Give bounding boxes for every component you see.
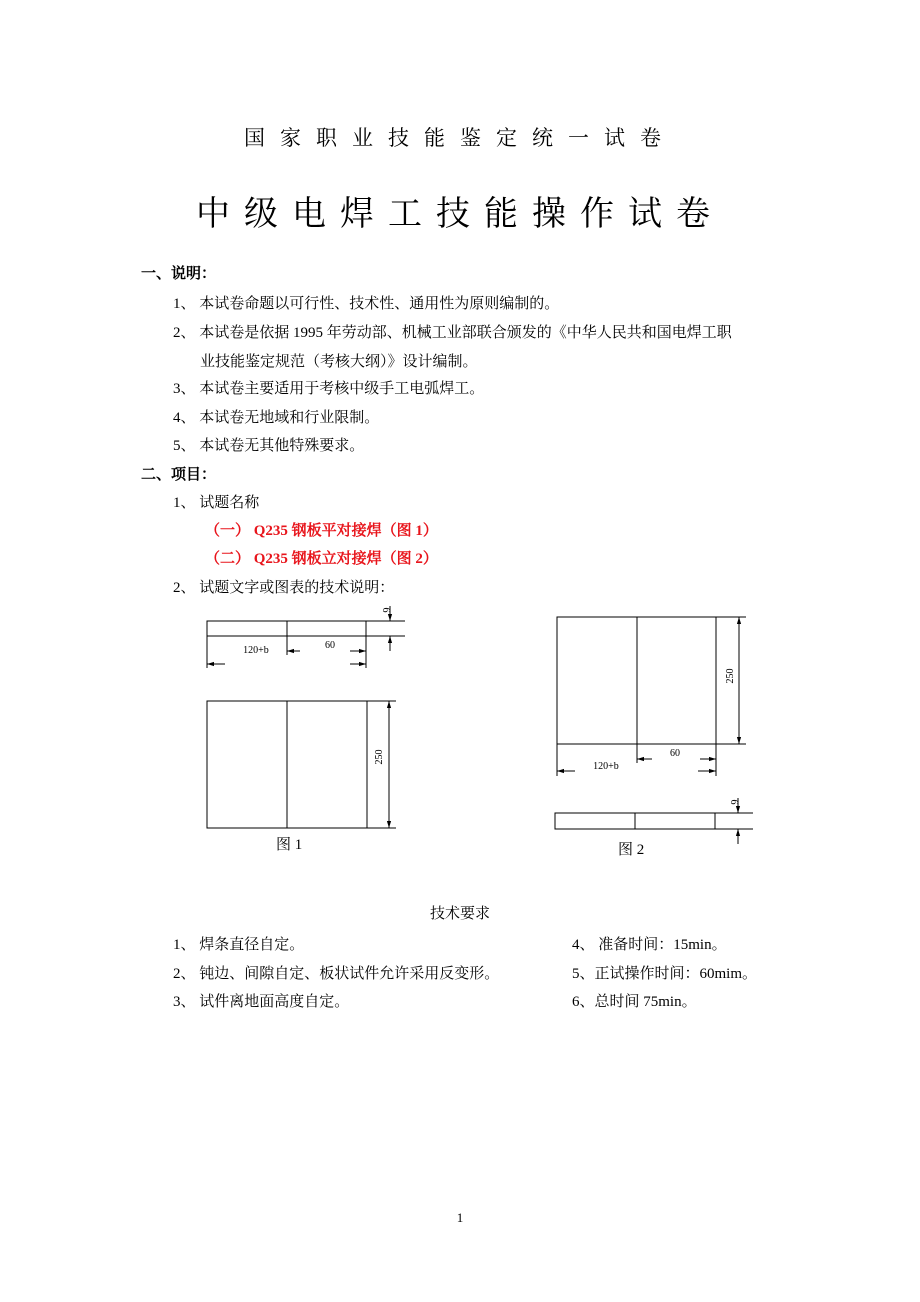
requirement-item: 6、总时间 75min。: [572, 994, 697, 1010]
fig2-caption: 图 2: [618, 842, 645, 858]
section1-item: 业技能鉴定规范（考核大纲）》设计编制。: [200, 354, 478, 370]
fig2-dim-total: 120+b: [593, 761, 619, 772]
test-item-flat-butt: （一） Q235 钢板平对接焊（图 1）: [205, 523, 438, 539]
section2-item-tech: 2、 试题文字或图表的技术说明：: [173, 580, 395, 596]
exam-subtitle: 国家职业技能鉴定统一试卷: [244, 126, 676, 150]
requirement-item: 5、正试操作时间：60mim。: [572, 966, 758, 982]
section1-item: 1、 本试卷命题以可行性、技术性、通用性为原则编制的。: [173, 296, 560, 312]
test-item-vertical-butt: （二） Q235 钢板立对接焊（图 2）: [205, 551, 438, 567]
requirements-title: 技术要求: [429, 906, 490, 922]
page-number: 1: [456, 1210, 464, 1225]
fig1-dim-thickness: 6: [380, 607, 391, 613]
section2-item-name: 1、 试题名称: [173, 495, 260, 511]
fig1-dim-half: 60: [325, 640, 335, 651]
fig2-top-view: [557, 617, 746, 776]
requirement-item: 4、 准备时间：15min。: [572, 937, 727, 953]
fig1-top-view: [207, 701, 396, 828]
section1-heading: 一、说明：: [141, 266, 217, 282]
section1-item: 5、 本试卷无其他特殊要求。: [173, 438, 365, 454]
requirement-item: 1、 焊条直径自定。: [173, 937, 305, 953]
section1-item: 3、 本试卷主要适用于考核中级手工电弧焊工。: [173, 381, 485, 397]
fig2-dim-thickness: 6: [728, 799, 739, 805]
requirement-item: 2、 钝边、间隙自定、板状试件允许采用反变形。: [173, 966, 500, 982]
section1-item: 2、 本试卷是依据 1995 年劳动部、机械工业部联合颁发的《中华人民共和国电焊工职: [173, 325, 732, 341]
exam-title: 中级电焊工技能操作试卷: [196, 194, 724, 234]
fig1-dim-total: 120+b: [243, 645, 269, 656]
fig1-caption: 图 1: [276, 837, 303, 853]
fig1-side-view: [207, 606, 405, 668]
section2-heading: 二、项目：: [141, 467, 217, 483]
fig2-side-view: [555, 798, 753, 844]
fig2-dim-length: 250: [725, 668, 736, 684]
section1-item: 4、 本试卷无地域和行业限制。: [173, 410, 380, 426]
fig2-dim-half: 60: [670, 748, 680, 759]
fig1-dim-length: 250: [374, 749, 385, 765]
requirement-item: 3、 试件离地面高度自定。: [173, 994, 350, 1010]
